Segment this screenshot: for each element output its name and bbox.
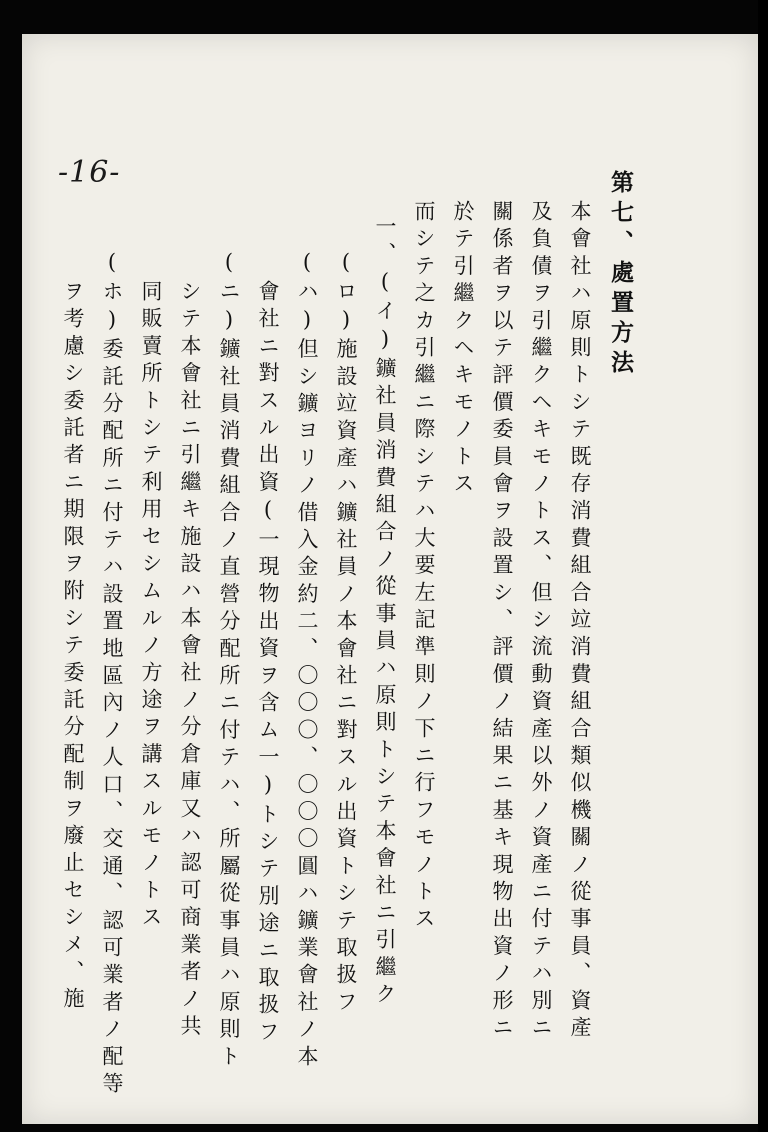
text-column: 而シテ之カ引繼ニ際シテハ大要左記準則ノ下ニ行フモノトス [412,200,436,935]
text-column: (ハ)但シ鑛ヨリノ借入金約二、〇〇〇、〇〇〇圓ハ鑛業會社ノ本 [295,250,319,1072]
text-column: ヲ考慮シ委託者ニ期限ヲ附シテ委託分配制ヲ廢止セシメ、施 [61,280,85,1015]
text-column: 及負債ヲ引繼クヘキモノトス、但シ流動資產以外ノ資產ニ付テハ別ニ [529,200,553,1044]
text-column: (ニ)鑛社員消費組合ノ直營分配所ニ付テハ、所屬從事員ハ原則ト [217,250,241,1072]
text-column: シテ本會社ニ引繼キ施設ハ本會社ノ分倉庫又ハ認可商業者ノ共 [178,280,202,1042]
text-column: (ロ)施設竝資產ハ鑛社員ノ本會社ニ對スル出資トシテ取扱フ [334,250,358,1018]
text-column: 本會社ハ原則トシテ既存消費組合竝消費組合類似機關ノ從事員、資產 [568,200,592,1044]
section-heading: 第七、處置方法 [607,170,634,380]
scan-border [758,0,768,1132]
text-column: 同販賣所トシテ利用セシムルノ方途ヲ講スルモノトス [139,280,163,933]
text-column: 關係者ヲ以テ評價委員會ヲ設置シ、評價ノ結果ニ基キ現物出資ノ形ニ [490,200,514,1044]
text-column: 會社ニ對スル出資(一現物出資ヲ含ム一)トシテ別途ニ取扱フ [256,280,280,1048]
text-column: (ホ)委託分配所ニ付テハ設置地區內ノ人口、交通、認可業者ノ配等 [100,250,124,1100]
text-column: 於テ引繼クヘキモノトス [451,200,475,500]
text-column: 一、(イ)鑛社員消費組合ノ從事員ハ原則トシテ本會社ニ引繼ク [373,215,397,1010]
page-number: -16- [58,155,121,190]
